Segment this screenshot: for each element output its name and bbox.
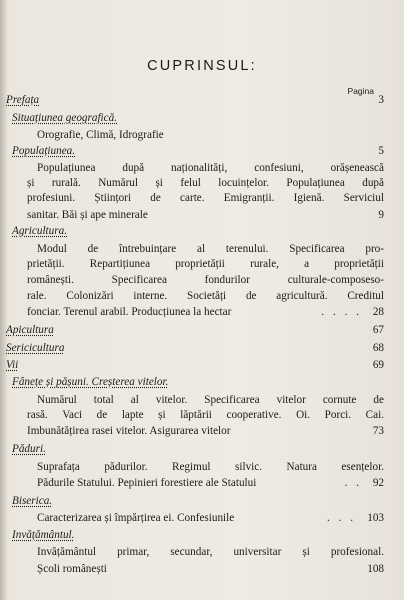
toc-entry (0, 561, 404, 577)
toc-entry (0, 256, 404, 272)
toc-section-heading: Vii (6, 359, 19, 371)
toc-entry-text: românești. Specificarea fondurilor culturale-composeso- (27, 274, 384, 286)
toc-entry-text: Imbunătățirea rasei vitelor. Asigurarea vitelor (27, 425, 231, 437)
toc-entry (0, 527, 404, 543)
toc-entry-text: Numărul total al vitelor. Specificarea vitelor cornute de (37, 394, 384, 406)
toc-section-heading: Situațiunea geografică. (12, 112, 118, 124)
toc-page-number: 5 (378, 145, 384, 157)
toc-section-heading: Invățământul. (12, 529, 75, 541)
toc-entry (0, 241, 404, 257)
toc-entry (0, 92, 404, 108)
toc-entry (0, 207, 404, 223)
toc-entry (0, 223, 404, 239)
leader-dots: . . . (327, 512, 356, 524)
toc-section-heading: Sericicultura (6, 342, 65, 354)
toc-page-number: 108 (367, 563, 384, 575)
toc-entry (0, 288, 404, 304)
toc-entry (0, 493, 404, 509)
toc-entry-text: Pădurile Statului. Pepinieri forestiere ale Statului (37, 477, 257, 489)
toc-entry-text: profesiuni. Științori de carte. Emigranții. Igienă. Serviciul (27, 192, 384, 204)
leader-dots: . . (344, 477, 362, 489)
page-title: CUPRINSUL: (147, 58, 257, 74)
toc-entry-text: Invățământul primar, secundar, universitar și profesional. (37, 546, 384, 558)
toc-section-heading: Apicultura (6, 324, 54, 336)
toc-entry (0, 510, 404, 526)
toc-entry-text: Modul de întrebuințare al terenului. Specificarea pro- (37, 243, 384, 255)
toc-entry-text: prietății. Repartițiunea proprietății rurale, a proprietății (27, 258, 384, 270)
toc-entry (0, 441, 404, 457)
toc-entry (0, 190, 404, 206)
toc-entry (0, 423, 404, 439)
toc-section-heading: Prefața (6, 94, 40, 106)
toc-entry (0, 407, 404, 423)
toc-page-number: 92 (372, 477, 384, 489)
toc-page-number: 73 (372, 425, 384, 437)
toc-section-heading: Fânețe și pășuni. Creșterea vitelor. (12, 376, 169, 388)
toc-entry-text: rasă. Vaci de lapte și lăptării cooperative. Oi. Porci. Cai. (27, 409, 384, 421)
toc-entry-text: Caracterizarea și împărțirea ei. Confesiunile (37, 512, 235, 524)
toc-page-number: 28 (372, 306, 384, 318)
toc-page-number: 103 (367, 512, 384, 524)
toc-entry (0, 143, 404, 159)
toc-entry-text: Populațiunea după naționalități, confesiuni, orășenească (37, 162, 384, 174)
toc-page-number: 9 (378, 209, 384, 221)
toc-entry-text: sanitar. Băi și ape minerale (27, 209, 148, 221)
toc-entry-text: Suprafața pădurilor. Regimul silvic. Natura esențelor. (37, 461, 384, 473)
leader-dots: . . . . (321, 306, 362, 318)
toc-entry (0, 272, 404, 288)
toc-page-number: 3 (378, 94, 384, 106)
toc-page-number: 67 (372, 324, 384, 336)
toc-entry (0, 459, 404, 475)
toc-entry (0, 110, 404, 126)
toc-entry-text: Școli românești (37, 563, 107, 575)
toc-section-heading: Biserica. (12, 495, 53, 507)
toc-entry (0, 175, 404, 191)
toc-page-number: 69 (372, 359, 384, 371)
toc-section-heading: Populațiunea. (12, 145, 76, 157)
toc-entry (0, 374, 404, 390)
toc-entry (0, 544, 404, 560)
toc-entry (0, 392, 404, 408)
toc-entry (0, 160, 404, 176)
toc-entry-text: rale. Colonizări interne. Societăți de agricultură. Creditul (27, 290, 384, 302)
toc-section-heading: Păduri. (12, 443, 46, 455)
page-column-label: Pagina (347, 86, 374, 96)
toc-entry (0, 475, 404, 491)
toc-entry (0, 127, 404, 143)
toc-entry (0, 340, 404, 356)
toc-entry (0, 304, 404, 320)
toc-entry (0, 322, 404, 338)
toc-entry-text: și rurală. Numărul și felul locuințelor. Populațiunea după (27, 177, 384, 189)
toc-section-heading: Agricultura. (12, 225, 68, 237)
toc-entry-text: fonciar. Terenul arabil. Producțiunea la hectar (27, 306, 232, 318)
toc-entry-text: Orografie, Climă, Idrografie (37, 129, 164, 141)
toc-entry (0, 357, 404, 373)
toc-page-number: 68 (372, 342, 384, 354)
